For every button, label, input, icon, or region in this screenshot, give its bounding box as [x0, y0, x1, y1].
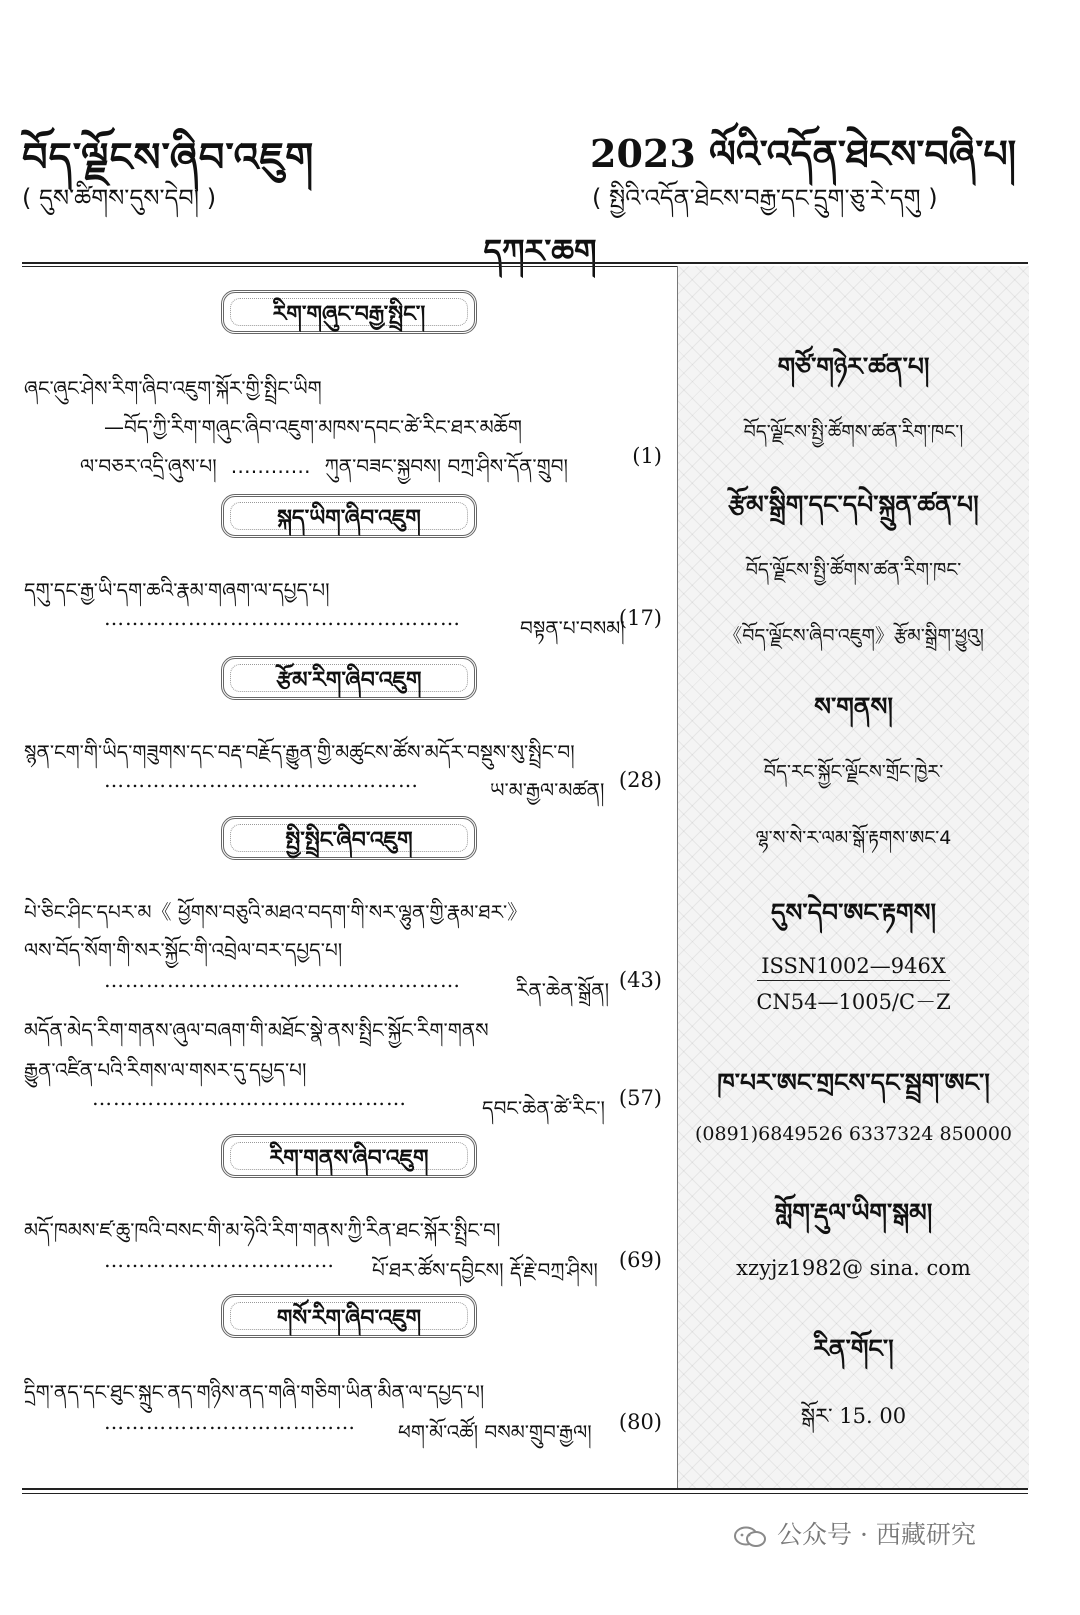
issn-number: [678, 954, 1029, 981]
address-value-1: བོད་རང་སྐྱོང་ལྗོངས་གྲོང་ཁྱེར་: [763, 761, 944, 783]
article-title-line: པེ་ཅིང་ཤིང་དཔར་མ《 ཕྱོགས་བཅུའི་མཐའ་བདག་གི་སར་ལྷུན་གྱི་རྣམ་ཐར་》: [24, 900, 528, 924]
article-title-line: ལས་བོད་སོག་གི་སར་སྐྱོང་གི་འབྲེལ་བར་དཔྱད་པ།: [24, 938, 343, 962]
issn-text: ISSN1002—946X: [757, 954, 950, 981]
wechat-icon: [733, 1526, 767, 1548]
article-title-line: སྙན་ངག་གི་ཡིད་གཟུགས་དང་བརྡ་བརྗོད་རྒྱུན་གྱི་མཚུངས་ཚོས་མདོར་བསྡུས་སུ་སྤྲིང་བ།: [24, 740, 575, 764]
dot-leader: ……………………………………………: [104, 606, 461, 630]
editor-value-2: 《བོད་ལྗོངས་ཞིབ་འཇུག》རྩོམ་སྒྲིག་ཕྱུའུ།: [723, 625, 984, 647]
article-title-line: དགུ་དང་རྒྱ་ཡི་དག་ཆའི་རྣམ་གཞག་ལ་དཔྱད་པ།: [24, 578, 330, 602]
article-author: པོ་ཐར་ཚོས་དབྱིངས། རྡོ་རྗེ་བཀྲ་ཤིས།: [372, 1258, 598, 1282]
section-heading: སྐད་ཡིག་ཞིབ་འཇུག: [221, 494, 477, 538]
wechat-watermark: [733, 1515, 976, 1551]
section-heading: རིག་གཞུང་བརྒྱ་སྤྲིང་།: [221, 290, 477, 334]
dot-leader: ……………………………………………: [104, 968, 461, 992]
article-author: ཕག་མོ་འཚོ། བསམ་གྲུབ་རྒྱལ།: [398, 1420, 592, 1444]
serial-label: དུས་དེབ་ཨང་རྟགས།: [770, 898, 937, 927]
article-title-line: དྲིག་ནད་དང་ཐུང་སྐྲུང་ནད་གཉིས་ནད་གཞི་གཅིག་ཡིན་མིན་ལ་དཔྱད་པ།: [24, 1380, 485, 1404]
article-page: (80): [618, 1410, 662, 1434]
dot-leader: ………………………………………: [104, 768, 419, 792]
article-title-line: རྒྱུན་འཛིན་པའི་རིགས་ལ་གསར་དུ་དཔྱད་པ།: [24, 1058, 307, 1082]
article-page: (57): [618, 1086, 662, 1110]
journal-subtitle: ( དུས་ཚིགས་དུས་དེབ། ): [22, 184, 217, 212]
journal-title: བོད་ལྗོངས་ཞིབ་འཇུག: [22, 135, 315, 181]
article-page: (69): [618, 1248, 662, 1272]
dot-leader: ………………………………………: [92, 1086, 407, 1110]
price-label: རིན་གོང་།: [813, 1334, 894, 1363]
dot-leader: ………………………………: [104, 1410, 356, 1434]
email-label: གློག་རྡུལ་ཡིག་སྒམ།: [774, 1198, 933, 1227]
article-page: (28): [618, 768, 662, 792]
article-title-line: མདོན་མེད་རིག་གནས་ཞུལ་བཞག་གི་མཐོང་སྣེ་ནས་སྤྲིང་སྐྱོང་རིག་གནས: [24, 1018, 489, 1042]
watermark-text: 公众号 · 西藏研究: [777, 1520, 976, 1549]
section-heading: རིག་གནས་ཞིབ་འཇུག: [221, 1134, 477, 1178]
article-title-line: ཞང་ཞུང་ཤེས་རིག་ཞིབ་འཇུག་སྐོར་གྱི་སྤྲིང་ཡིག: [24, 376, 322, 400]
address-label: ས་གནས།: [814, 692, 893, 721]
article-page: (17): [618, 606, 662, 630]
article-author: དབང་ཆེན་ཚེ་རིང་།: [482, 1096, 605, 1120]
email-value: xzyjz1982@ sina. com: [736, 1256, 971, 1280]
article-page: (1): [632, 444, 662, 468]
publication-info-panel: [677, 266, 1029, 1488]
address-value-2: ལྷ་ས་སེ་ར་ལམ་སྒོ་རྟགས་ཨང་4: [755, 827, 952, 849]
section-heading: གསོ་རིག་ཞིབ་འཇུག: [221, 1294, 477, 1338]
article-title-line: —བོད་ཀྱི་རིག་གཞུང་ཞིབ་འཇུག་མཁས་དབང་ཚེ་རིང་ཐར་མཆོག: [104, 415, 522, 439]
article-author: ཡ་མ་རྒྱལ་མཚན།: [490, 778, 605, 802]
article-title-line: ལ་བཅར་འདྲི་ཞུས་པ། ………… ཀུན་བཟང་སྐྱབས། བཀྲ་ཤིས་དོན་གྲུབ།: [80, 454, 568, 478]
article-page: (43): [618, 968, 662, 992]
section-heading: སྤྱི་སྤྲིང་ཞིབ་འཇུག: [221, 816, 477, 860]
phone-label: ཁ་པར་ཨང་གྲངས་དང་སྦྲག་ཨང་།: [717, 1068, 990, 1097]
contents-title: དཀར་ཆག: [483, 232, 597, 270]
year-issue: 2023 ལོའི་འདོན་ཐེངས་བཞི་པ།: [590, 131, 1017, 176]
dot-leader: ……………………………: [104, 1248, 335, 1272]
article-author: ཀུན་བཟང་སྐྱབས། བཀྲ་ཤིས་དོན་གྲུབ།: [324, 454, 568, 478]
article-title-line: མདོ་ཁམས་ཛ་ཆུ་ཁའི་བསང་གི་མ་ཧེའི་རིག་གནས་ཀྱི་རིན་ཐང་སྐོར་སྤྲིང་བ།: [24, 1218, 501, 1242]
article-author: རིན་ཆེན་སྒྲོན།: [516, 978, 610, 1002]
top-rule: [22, 262, 1028, 264]
chief-editor-value: བོད་ལྗོངས་སྤྱི་ཚོགས་ཚན་རིག་ཁང་།: [743, 421, 964, 443]
issue-subtitle: ( སྤྱིའི་འདོན་ཐེངས་བརྒྱ་དང་དྲུག་ཅུ་རེ་དགུ ): [592, 184, 938, 212]
price-value: སྒོར་ 15. 00: [800, 1404, 907, 1428]
article-author: བསྟན་པ་བསམ།: [520, 616, 625, 640]
bottom-rule: [22, 1488, 1028, 1490]
phone-value: (0891)6849526 6337324 850000: [694, 1123, 1013, 1145]
bottom-rule-thin: [22, 1493, 1028, 1494]
cn-number: CN54—1005/C－Z: [756, 990, 951, 1014]
editor-label: རྩོམ་སྒྲིག་དང་དཔེ་སྐྲུན་ཚན་པ།: [728, 490, 979, 519]
chief-editor-label: གཙོ་གཉེར་ཚན་པ།: [777, 352, 930, 381]
editor-value-1: བོད་ལྗོངས་སྤྱི་ཚོགས་ཚན་རིག་ཁང་: [745, 559, 962, 581]
section-heading: རྩོམ་རིག་ཞིབ་འཇུག: [221, 656, 477, 700]
